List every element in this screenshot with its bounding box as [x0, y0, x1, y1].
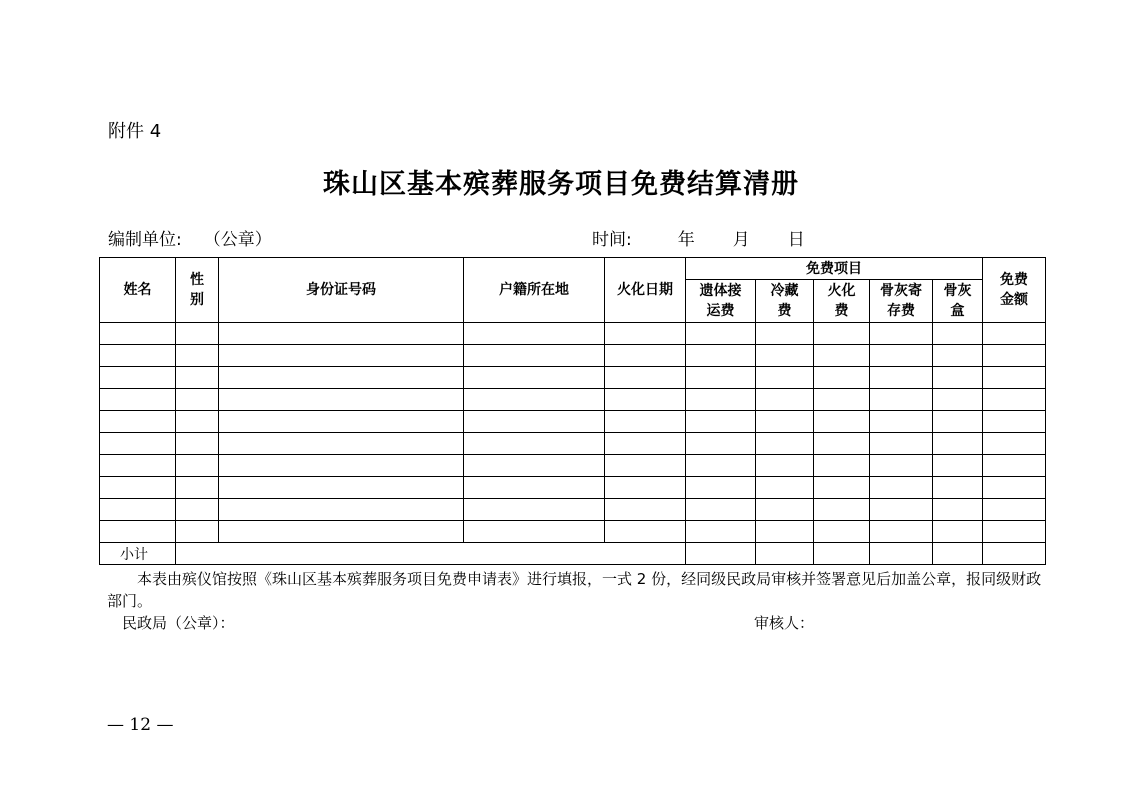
ash-storage-cell[interactable]: [870, 389, 933, 411]
table-row: [100, 499, 1046, 521]
cremation-date-cell[interactable]: [605, 455, 686, 477]
cremation-cell[interactable]: [814, 367, 870, 389]
table-row: [100, 521, 1046, 543]
subtotal-row: [100, 543, 1046, 565]
header-free-amount: 免费金额: [983, 258, 1046, 323]
refrigeration-cell[interactable]: [756, 411, 814, 433]
urn-cell[interactable]: [933, 389, 983, 411]
table-row: [100, 477, 1046, 499]
name-cell[interactable]: [100, 323, 176, 345]
urn-cell[interactable]: [933, 367, 983, 389]
urn-cell[interactable]: [933, 455, 983, 477]
free-amount-cell[interactable]: [983, 433, 1046, 455]
residence-cell[interactable]: [464, 521, 605, 543]
cremation-cell[interactable]: [814, 323, 870, 345]
urn-cell[interactable]: [933, 433, 983, 455]
refrigeration-cell[interactable]: [756, 455, 814, 477]
name-cell[interactable]: [100, 499, 176, 521]
residence-cell[interactable]: [464, 499, 605, 521]
urn-cell[interactable]: [933, 477, 983, 499]
header-cremation: 火化费: [814, 280, 870, 323]
cremation-cell[interactable]: [814, 345, 870, 367]
ash-storage-cell[interactable]: [870, 499, 933, 521]
subtotal-free-amount-cell[interactable]: [983, 543, 1046, 565]
subtotal-label: 小计: [100, 543, 176, 565]
table-row: [100, 367, 1046, 389]
unit-label: 编制单位:: [108, 230, 182, 250]
gender-cell[interactable]: [176, 367, 219, 389]
cremation-cell[interactable]: [814, 477, 870, 499]
refrigeration-cell[interactable]: [756, 345, 814, 367]
table-row: [100, 345, 1046, 367]
free-amount-cell[interactable]: [983, 477, 1046, 499]
residence-cell[interactable]: [464, 367, 605, 389]
refrigeration-cell[interactable]: [756, 433, 814, 455]
subtotal-cremation-cell[interactable]: [814, 543, 870, 565]
subtotal-transport-cell[interactable]: [686, 543, 756, 565]
id-number-cell[interactable]: [219, 477, 464, 499]
ash-storage-cell[interactable]: [870, 521, 933, 543]
id-number-cell[interactable]: [219, 455, 464, 477]
table-row: [100, 411, 1046, 433]
time-label: 时间:: [592, 230, 632, 250]
reviewer-signature: 审核人：: [754, 614, 815, 632]
cremation-date-cell[interactable]: [605, 477, 686, 499]
subtotal-refrigeration-cell[interactable]: [756, 543, 814, 565]
gender-cell[interactable]: [176, 499, 219, 521]
header-residence: 户籍所在地: [464, 258, 605, 323]
urn-cell[interactable]: [933, 521, 983, 543]
id-number-cell[interactable]: [219, 389, 464, 411]
name-cell[interactable]: [100, 521, 176, 543]
refrigeration-cell[interactable]: [756, 521, 814, 543]
name-cell[interactable]: [100, 389, 176, 411]
ash-storage-cell[interactable]: [870, 323, 933, 345]
id-number-cell[interactable]: [219, 345, 464, 367]
urn-cell[interactable]: [933, 345, 983, 367]
refrigeration-cell[interactable]: [756, 477, 814, 499]
cremation-date-cell[interactable]: [605, 345, 686, 367]
unit-stamp: （公章）: [203, 230, 272, 250]
table-row: [100, 455, 1046, 477]
gender-cell[interactable]: [176, 345, 219, 367]
free-amount-cell[interactable]: [983, 521, 1046, 543]
gender-cell[interactable]: [176, 323, 219, 345]
transport-cell[interactable]: [686, 521, 756, 543]
cremation-date-cell[interactable]: [605, 499, 686, 521]
header-name: 姓名: [100, 258, 176, 323]
free-amount-cell[interactable]: [983, 367, 1046, 389]
unit-info: [108, 225, 272, 250]
residence-cell[interactable]: [464, 345, 605, 367]
cremation-cell[interactable]: [814, 521, 870, 543]
settlement-table: [99, 257, 1046, 565]
name-cell[interactable]: [100, 345, 176, 367]
id-number-cell[interactable]: [219, 411, 464, 433]
gender-cell[interactable]: [176, 455, 219, 477]
cremation-cell[interactable]: [814, 389, 870, 411]
gender-cell[interactable]: [176, 477, 219, 499]
year-label: 年: [677, 230, 695, 250]
residence-cell[interactable]: [464, 455, 605, 477]
table-row: [100, 389, 1046, 411]
cremation-date-cell[interactable]: [605, 521, 686, 543]
id-number-cell[interactable]: [219, 367, 464, 389]
ash-storage-cell[interactable]: [870, 477, 933, 499]
transport-cell[interactable]: [686, 411, 756, 433]
refrigeration-cell[interactable]: [756, 499, 814, 521]
header-free-items: 免费项目: [686, 258, 983, 280]
subtotal-urn-cell[interactable]: [933, 543, 983, 565]
cremation-cell[interactable]: [814, 433, 870, 455]
header-transport: 遗体接运费: [686, 280, 756, 323]
urn-cell[interactable]: [933, 411, 983, 433]
free-amount-cell[interactable]: [983, 345, 1046, 367]
urn-cell[interactable]: [933, 499, 983, 521]
free-amount-cell[interactable]: [983, 323, 1046, 345]
cremation-date-cell[interactable]: [605, 433, 686, 455]
transport-cell[interactable]: [686, 499, 756, 521]
subtotal-merged-cell[interactable]: [176, 543, 686, 565]
name-cell[interactable]: [100, 477, 176, 499]
gender-cell[interactable]: [176, 521, 219, 543]
ash-storage-cell[interactable]: [870, 433, 933, 455]
cremation-cell[interactable]: [814, 411, 870, 433]
name-cell[interactable]: [100, 367, 176, 389]
id-number-cell[interactable]: [219, 499, 464, 521]
free-amount-cell[interactable]: [983, 389, 1046, 411]
transport-cell[interactable]: [686, 455, 756, 477]
residence-cell[interactable]: [464, 323, 605, 345]
free-amount-cell[interactable]: [983, 411, 1046, 433]
cremation-date-cell[interactable]: [605, 367, 686, 389]
free-amount-cell[interactable]: [983, 455, 1046, 477]
transport-cell[interactable]: [686, 433, 756, 455]
page-title: 珠山区基本殡葬服务项目免费结算清册: [323, 169, 799, 200]
residence-cell[interactable]: [464, 411, 605, 433]
name-cell[interactable]: [100, 433, 176, 455]
transport-cell[interactable]: [686, 323, 756, 345]
day-label: 日: [787, 230, 805, 250]
page-number: — 12 —: [107, 715, 174, 735]
refrigeration-cell[interactable]: [756, 367, 814, 389]
header-id-number: 身份证号码: [219, 258, 464, 323]
transport-cell[interactable]: [686, 477, 756, 499]
date-info: [592, 225, 805, 250]
table-row: [100, 323, 1046, 345]
ash-storage-cell[interactable]: [870, 345, 933, 367]
transport-cell[interactable]: [686, 345, 756, 367]
cremation-date-cell[interactable]: [605, 323, 686, 345]
gender-cell[interactable]: [176, 433, 219, 455]
header-gender: 性别: [176, 258, 219, 323]
free-amount-cell[interactable]: [983, 499, 1046, 521]
civil-affairs-signature: 民政局（公章）：: [122, 614, 235, 632]
residence-cell[interactable]: [464, 389, 605, 411]
header-refrigeration: 冷藏费: [756, 280, 814, 323]
id-number-cell[interactable]: [219, 521, 464, 543]
id-number-cell[interactable]: [219, 433, 464, 455]
header-urn: 骨灰盒: [933, 280, 983, 323]
residence-cell[interactable]: [464, 433, 605, 455]
table-row: [100, 433, 1046, 455]
refrigeration-cell[interactable]: [756, 323, 814, 345]
id-number-cell[interactable]: [219, 323, 464, 345]
gender-cell[interactable]: [176, 389, 219, 411]
header-ash-storage: 骨灰寄存费: [870, 280, 933, 323]
cremation-cell[interactable]: [814, 455, 870, 477]
subtotal-ash-storage-cell[interactable]: [870, 543, 933, 565]
table-body: [100, 323, 1046, 543]
ash-storage-cell[interactable]: [870, 455, 933, 477]
transport-cell[interactable]: [686, 367, 756, 389]
instruction-note: [107, 568, 1042, 612]
name-cell[interactable]: [100, 411, 176, 433]
cremation-date-cell[interactable]: [605, 389, 686, 411]
month-label: 月: [732, 230, 750, 250]
name-cell[interactable]: [100, 455, 176, 477]
urn-cell[interactable]: [933, 323, 983, 345]
residence-cell[interactable]: [464, 477, 605, 499]
transport-cell[interactable]: [686, 389, 756, 411]
cremation-date-cell[interactable]: [605, 411, 686, 433]
ash-storage-cell[interactable]: [870, 411, 933, 433]
refrigeration-cell[interactable]: [756, 389, 814, 411]
note-text: 本表由殡仪馆按照《珠山区基本殡葬服务项目免费申请表》进行填报，一式 2 份，经同级民政局审核并签署意见后加盖公章，报同级财政部门。: [107, 570, 1042, 610]
attachment-label: 附件 4: [108, 121, 162, 142]
gender-cell[interactable]: [176, 411, 219, 433]
cremation-cell[interactable]: [814, 499, 870, 521]
header-cremation-date: 火化日期: [605, 258, 686, 323]
ash-storage-cell[interactable]: [870, 367, 933, 389]
